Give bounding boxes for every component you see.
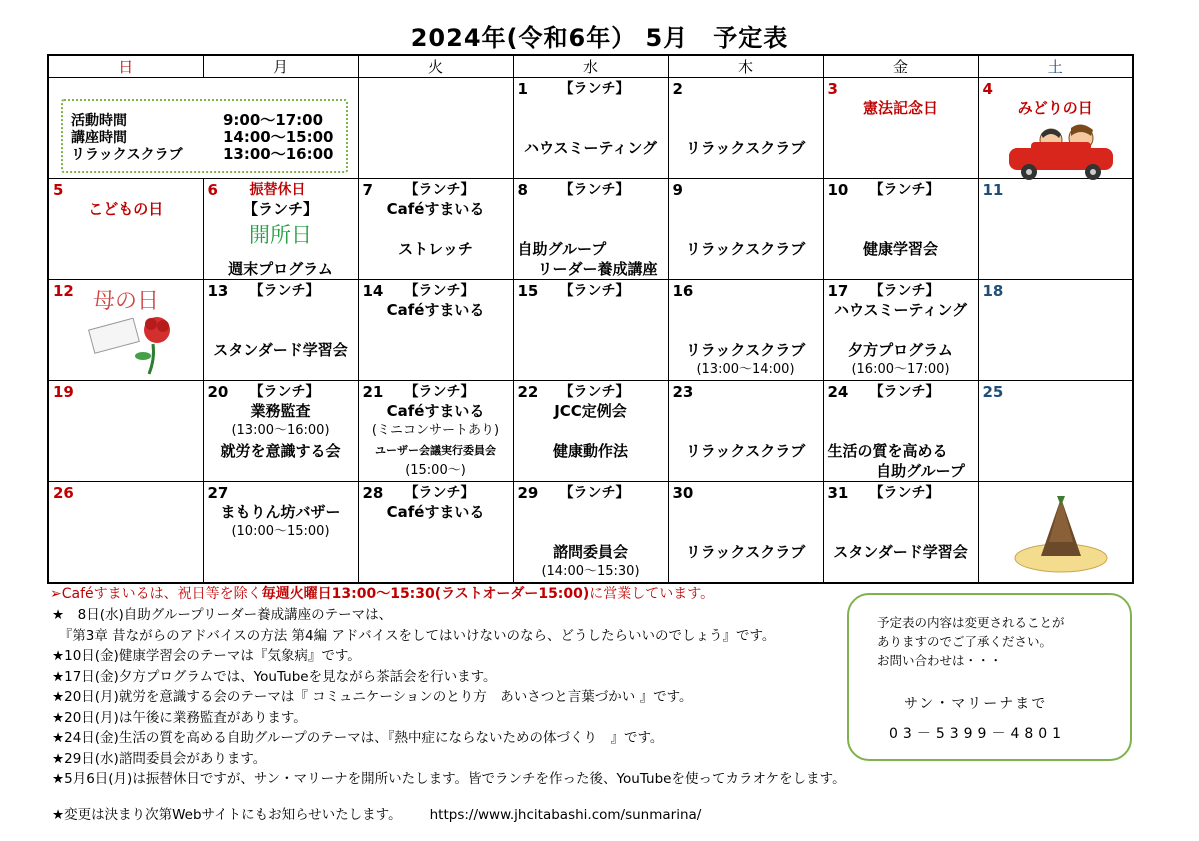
day-cell-3	[823, 78, 978, 179]
day-cell-29	[513, 482, 668, 584]
event: リーダー養成講座	[537, 260, 658, 278]
day-number: 1	[517, 80, 528, 98]
day-cell-15	[513, 280, 668, 381]
weekday-wed: 水	[513, 55, 668, 78]
note-item: ★20日(月)は午後に業務監査があります。	[52, 709, 307, 726]
holiday-name: みどりの日	[1017, 99, 1093, 117]
week-row	[48, 280, 1133, 381]
holiday-name: 振替休日	[249, 182, 306, 198]
lunch-label: 【ランチ】	[404, 485, 475, 501]
note-item: ★29日(水)諮問委員会があります。	[52, 750, 267, 767]
footer	[52, 803, 701, 823]
lunch-label: 【ランチ】	[559, 81, 630, 97]
contact-line: ありますのでご了承ください。	[877, 634, 1053, 649]
event-note: (ミニコンサートあり)	[371, 423, 500, 438]
day-number: 28	[362, 484, 384, 502]
day-cell-24	[823, 381, 978, 482]
week-row	[48, 482, 1133, 584]
contact-box	[847, 593, 1132, 761]
cafe-note-hours: 毎週火曜日13:00～15:30(ラストオーダー15:00)	[261, 586, 590, 602]
day-number: 26	[53, 484, 74, 502]
day-number: 30	[672, 484, 694, 502]
event: 自助グループ	[517, 240, 607, 258]
lunch-label: 【ランチ】	[242, 200, 318, 218]
family-car-illustration	[1001, 124, 1121, 182]
lunch-label: 【ランチ】	[559, 283, 630, 299]
week-row	[48, 381, 1133, 482]
event-time: (13:00～16:00)	[231, 423, 330, 438]
page-title: 2024年(令和6年） 5月 予定表	[410, 24, 789, 52]
day-cell-11	[978, 179, 1133, 280]
day-cell-4	[978, 78, 1133, 179]
notes-list	[52, 605, 846, 790]
day-cell-21	[358, 381, 513, 482]
weekday-fri: 金	[823, 55, 978, 78]
event: Caféすまいる	[386, 402, 485, 420]
day-number: 20	[207, 383, 229, 401]
day-number: 18	[982, 282, 1004, 300]
open-day-label: 開所日	[249, 223, 312, 247]
bamboo-shoot-illustration	[1011, 492, 1111, 576]
day-cell-18	[978, 280, 1133, 381]
event: 健康学習会	[862, 240, 938, 258]
lunch-label: 【ランチ】	[404, 283, 475, 299]
event: 生活の質を高める	[827, 442, 948, 460]
event: リラックスクラブ	[685, 139, 806, 157]
weekday-thu: 木	[668, 55, 823, 78]
mothers-day-illustration	[83, 284, 193, 376]
lunch-label: 【ランチ】	[869, 182, 940, 198]
info-time: 13:00～16:00	[223, 145, 334, 163]
day-number: 16	[672, 282, 694, 300]
event: 就労を意識する会	[220, 442, 341, 460]
event: リラックスクラブ	[685, 543, 806, 561]
event: Caféすまいる	[386, 503, 485, 521]
event: 夕方プログラム	[848, 341, 953, 359]
day-number: 29	[517, 484, 539, 502]
lunch-label: 【ランチ】	[869, 283, 940, 299]
day-number: 14	[362, 282, 384, 300]
day-number: 22	[517, 383, 539, 401]
event-time: (10:00～15:00)	[231, 524, 330, 539]
week-row	[48, 179, 1133, 280]
holiday-name: こどもの日	[88, 200, 164, 218]
day-cell-empty	[358, 78, 513, 179]
day-number: 17	[827, 282, 849, 300]
info-label: 講座時間	[71, 130, 127, 146]
event: リラックスクラブ	[685, 240, 806, 258]
day-cell-6	[203, 179, 358, 280]
day-cell-empty	[978, 482, 1133, 584]
lunch-label: 【ランチ】	[559, 384, 630, 400]
day-cell-19	[48, 381, 203, 482]
event: 健康動作法	[552, 442, 628, 460]
lunch-label: 【ランチ】	[404, 182, 475, 198]
info-time: 9:00～17:00	[223, 111, 324, 129]
day-number: 3	[827, 80, 838, 98]
weekday-header-row	[48, 55, 1133, 78]
day-number: 11	[982, 181, 1004, 199]
event: ハウスミーティング	[523, 139, 658, 157]
weekday-tue: 火	[358, 55, 513, 78]
day-cell-10	[823, 179, 978, 280]
event-time: (16:00～17:00)	[851, 362, 950, 377]
info-cell	[48, 78, 358, 179]
lunch-label: 【ランチ】	[249, 283, 320, 299]
lunch-label: 【ランチ】	[559, 485, 630, 501]
info-label: リラックスクラブ	[71, 147, 183, 163]
day-cell-13	[203, 280, 358, 381]
cafe-hours-note	[50, 583, 714, 603]
day-cell-5	[48, 179, 203, 280]
weekday-mon: 月	[203, 55, 358, 78]
contact-line: 予定表の内容は変更されることが	[877, 615, 1065, 630]
day-number: 7	[362, 181, 373, 199]
day-cell-25	[978, 381, 1133, 482]
day-number: 23	[672, 383, 694, 401]
event: 業務監査	[250, 402, 311, 420]
day-cell-7	[358, 179, 513, 280]
day-number: 5	[53, 181, 64, 199]
day-number: 13	[207, 282, 229, 300]
day-number: 27	[207, 484, 229, 502]
contact-message	[877, 613, 1065, 670]
day-number: 9	[672, 181, 683, 199]
note-item: ★5月6日(月)は振替休日ですが、サン・マリーナを開所いたします。皆でランチを作った後、YouTubeを使ってカラオケをします。	[52, 771, 846, 787]
note-item: ★20日(月)就労を意識する会のテーマは『 コミュニケーションのとり方 あいさつと言葉づかい 』です。	[52, 689, 693, 705]
contact-name: サン・マリーナまで	[904, 696, 1048, 712]
note-item: ★24日(金)生活の質を高める自助グループのテーマは、『熱中症にならないための体づくり 』です。	[52, 730, 664, 746]
note-item: ★10日(金)健康学習会のテーマは『気象病』です。	[52, 648, 361, 664]
event: リラックスクラブ	[685, 341, 806, 359]
day-cell-28	[358, 482, 513, 584]
day-cell-22	[513, 381, 668, 482]
cafe-note-text: ➢Caféすまいるは、祝日等を除く	[50, 586, 262, 602]
day-cell-9	[668, 179, 823, 280]
day-cell-14	[358, 280, 513, 381]
info-label: 活動時間	[71, 113, 127, 129]
event: スタンダード学習会	[213, 341, 348, 359]
day-cell-2	[668, 78, 823, 179]
event: ユーザー会議実行委員会	[375, 444, 496, 457]
day-number: 19	[53, 383, 74, 401]
day-cell-16	[668, 280, 823, 381]
event: Caféすまいる	[386, 301, 485, 319]
note-item: ★ 8日(水)自助グループリーダー養成講座のテーマは、	[52, 607, 393, 623]
event: まもりん坊バザー	[220, 503, 341, 521]
lunch-label: 【ランチ】	[869, 485, 940, 501]
day-cell-1	[513, 78, 668, 179]
day-cell-17	[823, 280, 978, 381]
weekday-sat: 土	[978, 55, 1133, 78]
mothers-day-text: 母の日	[93, 289, 160, 314]
event-time: (14:00～15:30)	[541, 564, 640, 579]
day-number: 21	[362, 383, 384, 401]
lunch-label: 【ランチ】	[404, 384, 475, 400]
day-number: 6	[207, 181, 218, 199]
lunch-label: 【ランチ】	[559, 182, 630, 198]
week-row	[48, 78, 1133, 179]
activity-hours-box	[61, 99, 348, 173]
event-time: (13:00～14:00)	[696, 362, 795, 377]
note-item: ★17日(金)夕方プログラムでは、YouTubeを見ながら茶話会を行います。	[52, 668, 497, 685]
day-number: 31	[827, 484, 849, 502]
lunch-label: 【ランチ】	[869, 384, 940, 400]
day-cell-20	[203, 381, 358, 482]
day-number: 15	[517, 282, 539, 300]
day-number: 4	[982, 80, 993, 98]
day-number: 8	[517, 181, 528, 199]
info-time: 14:00～15:00	[223, 128, 334, 146]
note-item: 『第3章 昔ながらのアドバイスの方法 第4編 アドバイスをしてはいけないのなら、どうしたらいいのでしょう』です。	[52, 627, 776, 644]
day-number: 12	[53, 282, 74, 300]
event: 諮問委員会	[552, 543, 628, 561]
contact-phone: 03－5399－4801	[889, 726, 1067, 742]
day-cell-12	[48, 280, 203, 381]
day-number: 10	[827, 181, 849, 199]
day-cell-26	[48, 482, 203, 584]
event: Caféすまいる	[386, 200, 485, 218]
event: ストレッチ	[398, 240, 473, 258]
day-cell-8	[513, 179, 668, 280]
event: ハウスミーティング	[833, 301, 968, 319]
contact-line: お問い合わせは・・・	[877, 653, 1003, 668]
event: 週末プログラム	[228, 260, 333, 278]
event: 自助グループ	[876, 462, 965, 480]
day-cell-23	[668, 381, 823, 482]
holiday-name: 憲法記念日	[862, 99, 938, 117]
calendar-table	[47, 54, 1134, 584]
weekday-sun: 日	[48, 55, 203, 78]
day-cell-27	[203, 482, 358, 584]
day-number: 25	[982, 383, 1004, 401]
website-link[interactable]: https://www.jhcitabashi.com/sunmarina/	[429, 807, 702, 823]
event: JCC定例会	[554, 402, 627, 420]
day-cell-30	[668, 482, 823, 584]
event-time: (15:00～)	[405, 463, 466, 478]
event: リラックスクラブ	[685, 442, 806, 460]
footer-text: ★変更は決まり次第Webサイトにもお知らせいたします。	[52, 807, 402, 823]
cafe-note-text: に営業しています。	[589, 586, 715, 602]
day-cell-31	[823, 482, 978, 584]
day-number: 2	[672, 80, 683, 98]
day-number: 24	[827, 383, 849, 401]
lunch-label: 【ランチ】	[249, 384, 320, 400]
event: スタンダード学習会	[833, 543, 968, 561]
